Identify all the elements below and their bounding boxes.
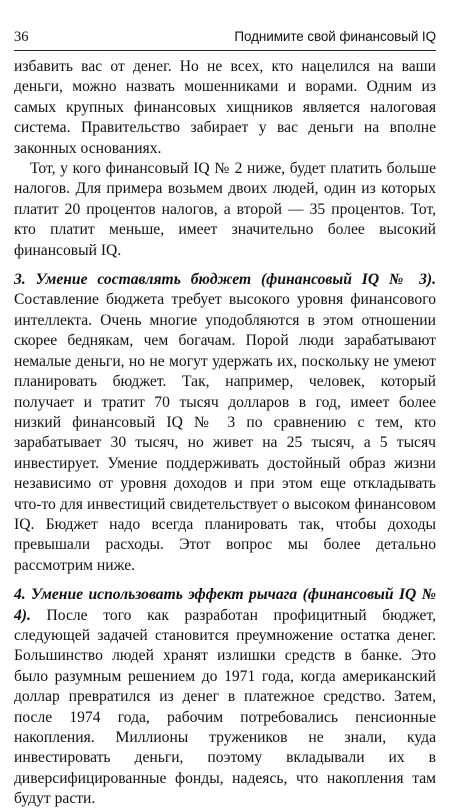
paragraph-continuation: избавить вас от денег. Но не всех, кто нацелился на ваши деньги, можно назвать мошенниками и ворами. Одним из самых крупных финансовых хищников является налоговая система. Правительство забирает у вас деньги на вполне законных основаниях. [14, 58, 436, 157]
page-body [14, 57, 436, 810]
section-budget [14, 270, 436, 576]
section-text-leverage: После того как разработан профицитный бюджет, следующей задачей становится преумножение остатка денег. Большинство людей хранят излишки средств в банке. Это было разумным решением до 1971 года, когда американский доллар превратился из денег в платежное средство. Затем, после 1974 года, рабочим потребовались пенсионные накопления. Миллионы тружеников не знали, куда инвестировать деньги, поэтому вкладывали их в диверсифицированные фонды, надеясь, что накопления там будут расти. [14, 606, 436, 808]
section-leverage [14, 585, 436, 809]
section-heading-leverage: 4. Умение использовать эффект рычага (финансовый IQ № 4). [14, 586, 436, 624]
page-number: 36 [14, 29, 29, 45]
running-title: Поднимите свой финансовый IQ [234, 29, 436, 44]
section-heading-budget: 3. Умение составлять бюджет (финансовый IQ № 3). [14, 271, 436, 289]
book-page [14, 28, 436, 810]
running-header [14, 28, 436, 51]
paragraph-tax: Тот, у кого финансовый IQ № 2 ниже, будет платить больше налогов. Для примера возьмем двоих людей, один из которых платит 20 процентов налогов, а второй — 35 процентов. Тот, кто платит меньше, имеет значительно более высокий финансовый IQ. [14, 160, 436, 259]
section-text-budget: Составление бюджета требует высокого уровня финансового интеллекта. Очень многие уподобляются в этом отношении скорее беднякам, чем богачам. Порой люди зарабатывают немалые деньги, но не могут удержать их, поскольку не умеют планировать бюджет. Так, например, человек, который получает и тратит 70 тысяч долларов в год, имеет более низкий финансовый IQ № 3 по сравнению с тем, кто зарабатывает 30 тысяч, но живет на 25 тысяч, а 5 тысяч инвестирует. Умение поддерживать достойный образ жизни независимо от уровня доходов и при этом еще откладывать что-то для инвестиций свидетельствует о высоком финансовом IQ. Бюджет надо всегда планировать так, чтобы доходы превышали расходы. Этот вопрос мы более детально рассмотрим ниже. [14, 291, 436, 574]
